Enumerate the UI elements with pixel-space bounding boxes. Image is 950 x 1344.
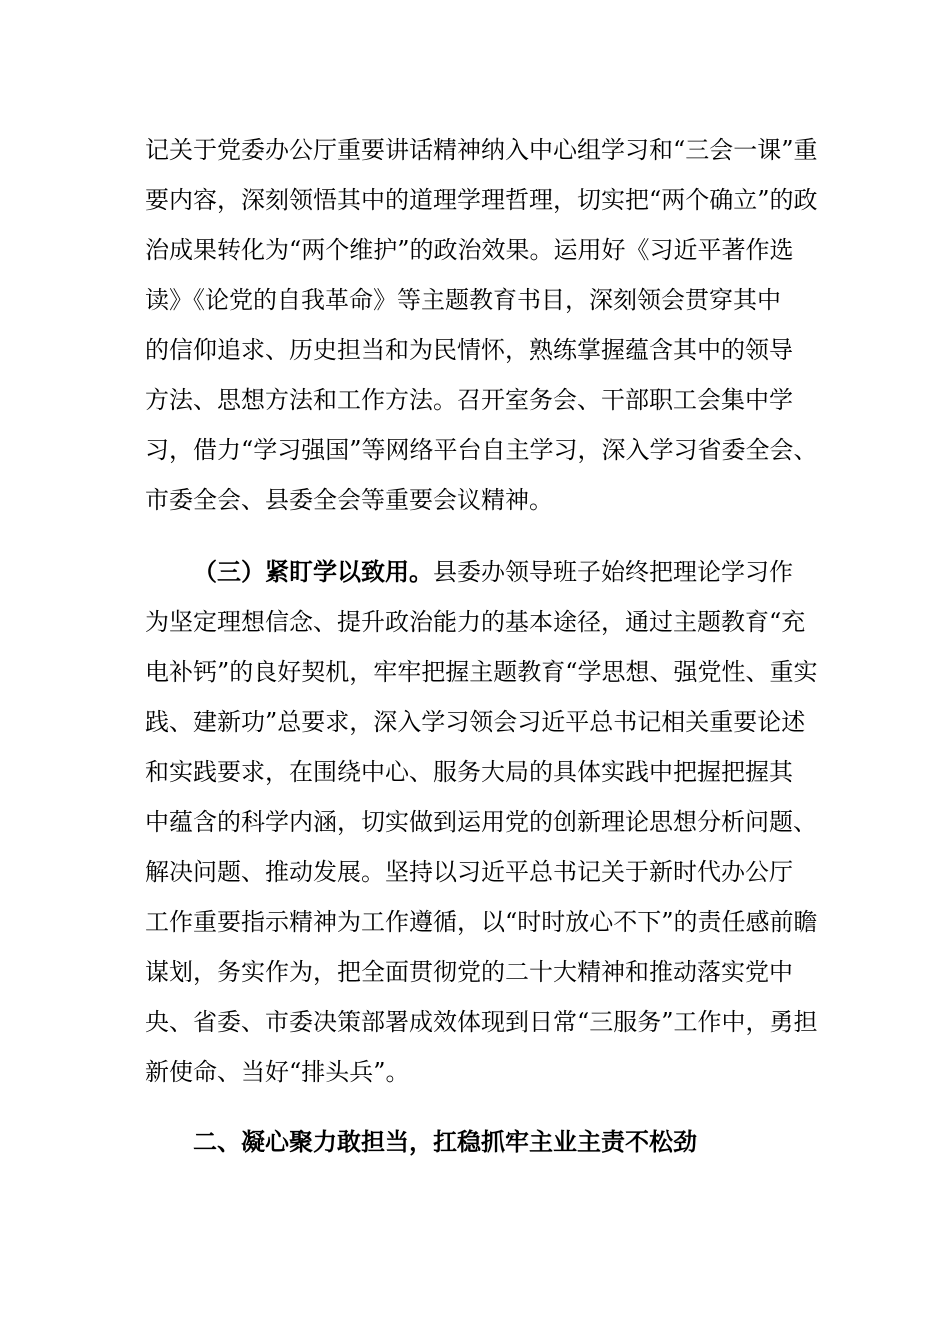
- line-text: 县委办领导班子始终把理论学习作: [433, 558, 793, 586]
- line-text: 解决问题、推动发展。坚持以习近平总书记关于新时代办公厅: [145, 858, 793, 886]
- subsection-heading: （三）紧盯学以致用。: [193, 558, 433, 586]
- paragraph-line: [0, 802, 950, 842]
- paragraph-line: [0, 852, 950, 892]
- paragraph-line: [0, 902, 950, 942]
- line-text: 方法、思想方法和工作方法。召开室务会、干部职工会集中学: [145, 386, 793, 414]
- paragraph-line: [0, 180, 950, 220]
- line-text: 中蕴含的科学内涵，切实做到运用党的创新理论思想分析问题、: [145, 808, 817, 836]
- line-text: 践、建新功”总要求，深入学习领会习近平总书记相关重要论述: [145, 708, 806, 736]
- paragraph-line: [0, 952, 950, 992]
- line-text: 工作重要指示精神为工作遵循，以“时时放心不下”的责任感前瞻: [145, 908, 818, 936]
- line-text: 记关于党委办公厅重要讲话精神纳入中心组学习和“三会一课”重: [145, 136, 818, 164]
- line-text: 为坚定理想信念、提升政治能力的基本途径，通过主题教育“充: [145, 608, 806, 636]
- paragraph-line: [0, 1002, 950, 1042]
- paragraph-line: [0, 602, 950, 642]
- line-text: 谋划，务实作为，把全面贯彻党的二十大精神和推动落实党中: [145, 958, 793, 986]
- paragraph-line: [0, 652, 950, 692]
- line-text: 治成果转化为“两个维护”的政治效果。运用好《习近平著作选: [145, 236, 794, 264]
- line-text: 新使命、当好“排头兵”。: [145, 1058, 410, 1086]
- section-heading-line: [0, 1122, 950, 1162]
- line-text: 读》《论党的自我革命》等主题教育书目，深刻领会贯穿其中: [145, 286, 781, 314]
- paragraph-line: [0, 1052, 950, 1092]
- paragraph-line: [0, 130, 950, 170]
- line-text: 市委全会、县委全会等重要会议精神。: [145, 486, 553, 514]
- paragraph-line: [0, 480, 950, 520]
- paragraph-line: [0, 230, 950, 270]
- paragraph-line: [0, 752, 950, 792]
- line-text: 央、省委、市委决策部署成效体现到日常“三服务”工作中，勇担: [145, 1008, 818, 1036]
- line-text: 和实践要求，在围绕中心、服务大局的具体实践中把握把握其: [145, 758, 793, 786]
- line-text: 的信仰追求、历史担当和为民情怀，熟练掌握蕴含其中的领导: [145, 336, 793, 364]
- line-text: 习，借力“学习强国”等网络平台自主学习，深入学习省委全会、: [145, 436, 818, 464]
- paragraph-line: [0, 330, 950, 370]
- paragraph-line: [0, 430, 950, 470]
- paragraph-line: [0, 702, 950, 742]
- paragraph-line: [0, 280, 950, 320]
- line-text: 要内容，深刻领悟其中的道理学理哲理，切实把“两个确立”的政: [145, 186, 818, 214]
- section-heading: 二、凝心聚力敢担当，扛稳抓牢主业主责不松劲: [193, 1128, 697, 1156]
- paragraph-line: [0, 552, 950, 592]
- line-text: 电补钙”的良好契机，牢牢把握主题教育“学思想、强党性、重实: [145, 658, 818, 686]
- paragraph-line: [0, 380, 950, 420]
